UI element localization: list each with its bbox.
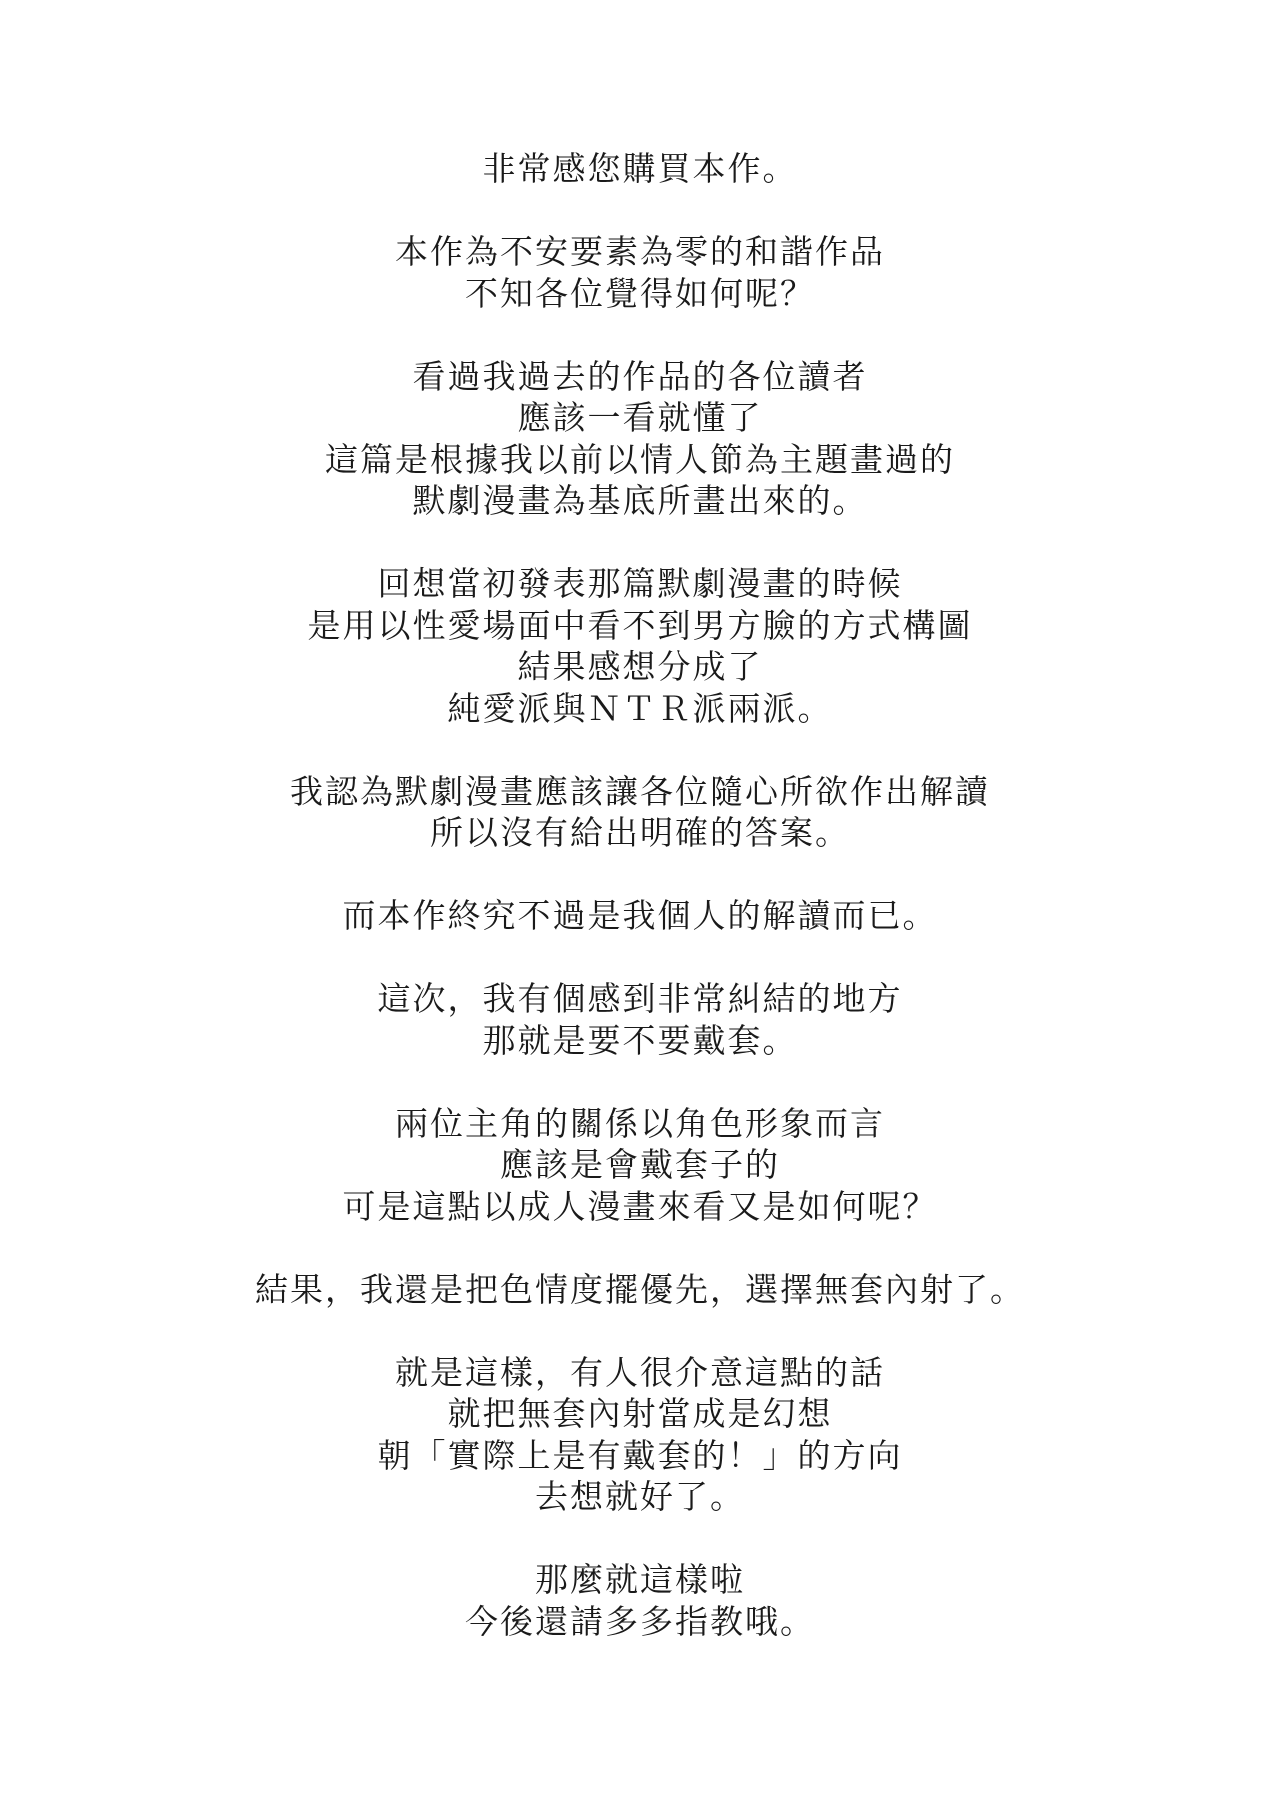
- paragraph-5: [0, 771, 1280, 854]
- paragraph-1: [0, 148, 1280, 190]
- text-line: 就把無套內射當成是幻想: [447, 1394, 833, 1433]
- text-line: 兩位主角的關係以角色形象而言: [395, 1103, 885, 1143]
- text-line: 所以沒有給出明確的答案。: [430, 813, 850, 852]
- paragraph-8: [0, 1103, 1280, 1228]
- text-line: 今後還請多多指教哦。: [465, 1601, 815, 1641]
- paragraph-7: [0, 978, 1280, 1061]
- paragraph-11: [0, 1559, 1280, 1642]
- text-line: 我認為默劇漫畫應該讓各位隨心所欲作出解讀: [290, 771, 990, 811]
- paragraph-3: [0, 356, 1280, 522]
- text-line: 可是這點以成人漫畫來看又是如何呢？: [342, 1186, 938, 1226]
- text-line: 那就是要不要戴套。: [482, 1020, 798, 1060]
- paragraph-9: [0, 1269, 1280, 1311]
- text-line: 應該是會戴套子的: [500, 1145, 780, 1184]
- text-line: 那麼就這樣啦: [535, 1560, 745, 1599]
- text-line: 純愛派與ＮＴＲ派兩派。: [447, 688, 833, 728]
- text-line: 結果，我還是把色情度擺優先，選擇無套內射了。: [255, 1269, 1025, 1309]
- paragraph-6: [0, 895, 1280, 937]
- text-line: 應該一看就懂了: [517, 398, 763, 437]
- text-line: 朝「實際上是有戴套的！」的方向: [377, 1435, 903, 1475]
- paragraph-4: [0, 563, 1280, 729]
- text-line: 這次，我有個感到非常糾結的地方: [377, 979, 903, 1018]
- text-line: 回想當初發表那篇默劇漫畫的時候: [377, 564, 903, 603]
- text-line: 看過我過去的作品的各位讀者: [412, 356, 868, 396]
- text-line: 去想就好了。: [535, 1477, 745, 1516]
- text-line: 非常感您購買本作。: [482, 149, 798, 188]
- text-line: 就是這樣，有人很介意這點的話: [395, 1352, 885, 1392]
- text-line: 本作為不安要素為零的和諧作品: [395, 232, 885, 271]
- text-line: 這篇是根據我以前以情人節為主題畫過的: [325, 439, 955, 479]
- text-line: 結果感想分成了: [517, 647, 763, 686]
- text-line: 是用以性愛場面中看不到男方臉的方式構圖: [307, 605, 973, 645]
- text-line: 而本作終究不過是我個人的解讀而已。: [342, 896, 938, 935]
- text-line: 不知各位覺得如何呢？: [465, 273, 815, 313]
- paragraph-2: [0, 231, 1280, 314]
- afterword-text: [0, 148, 1280, 1684]
- text-line: 默劇漫畫為基底所畫出來的。: [412, 481, 868, 520]
- paragraph-10: [0, 1352, 1280, 1518]
